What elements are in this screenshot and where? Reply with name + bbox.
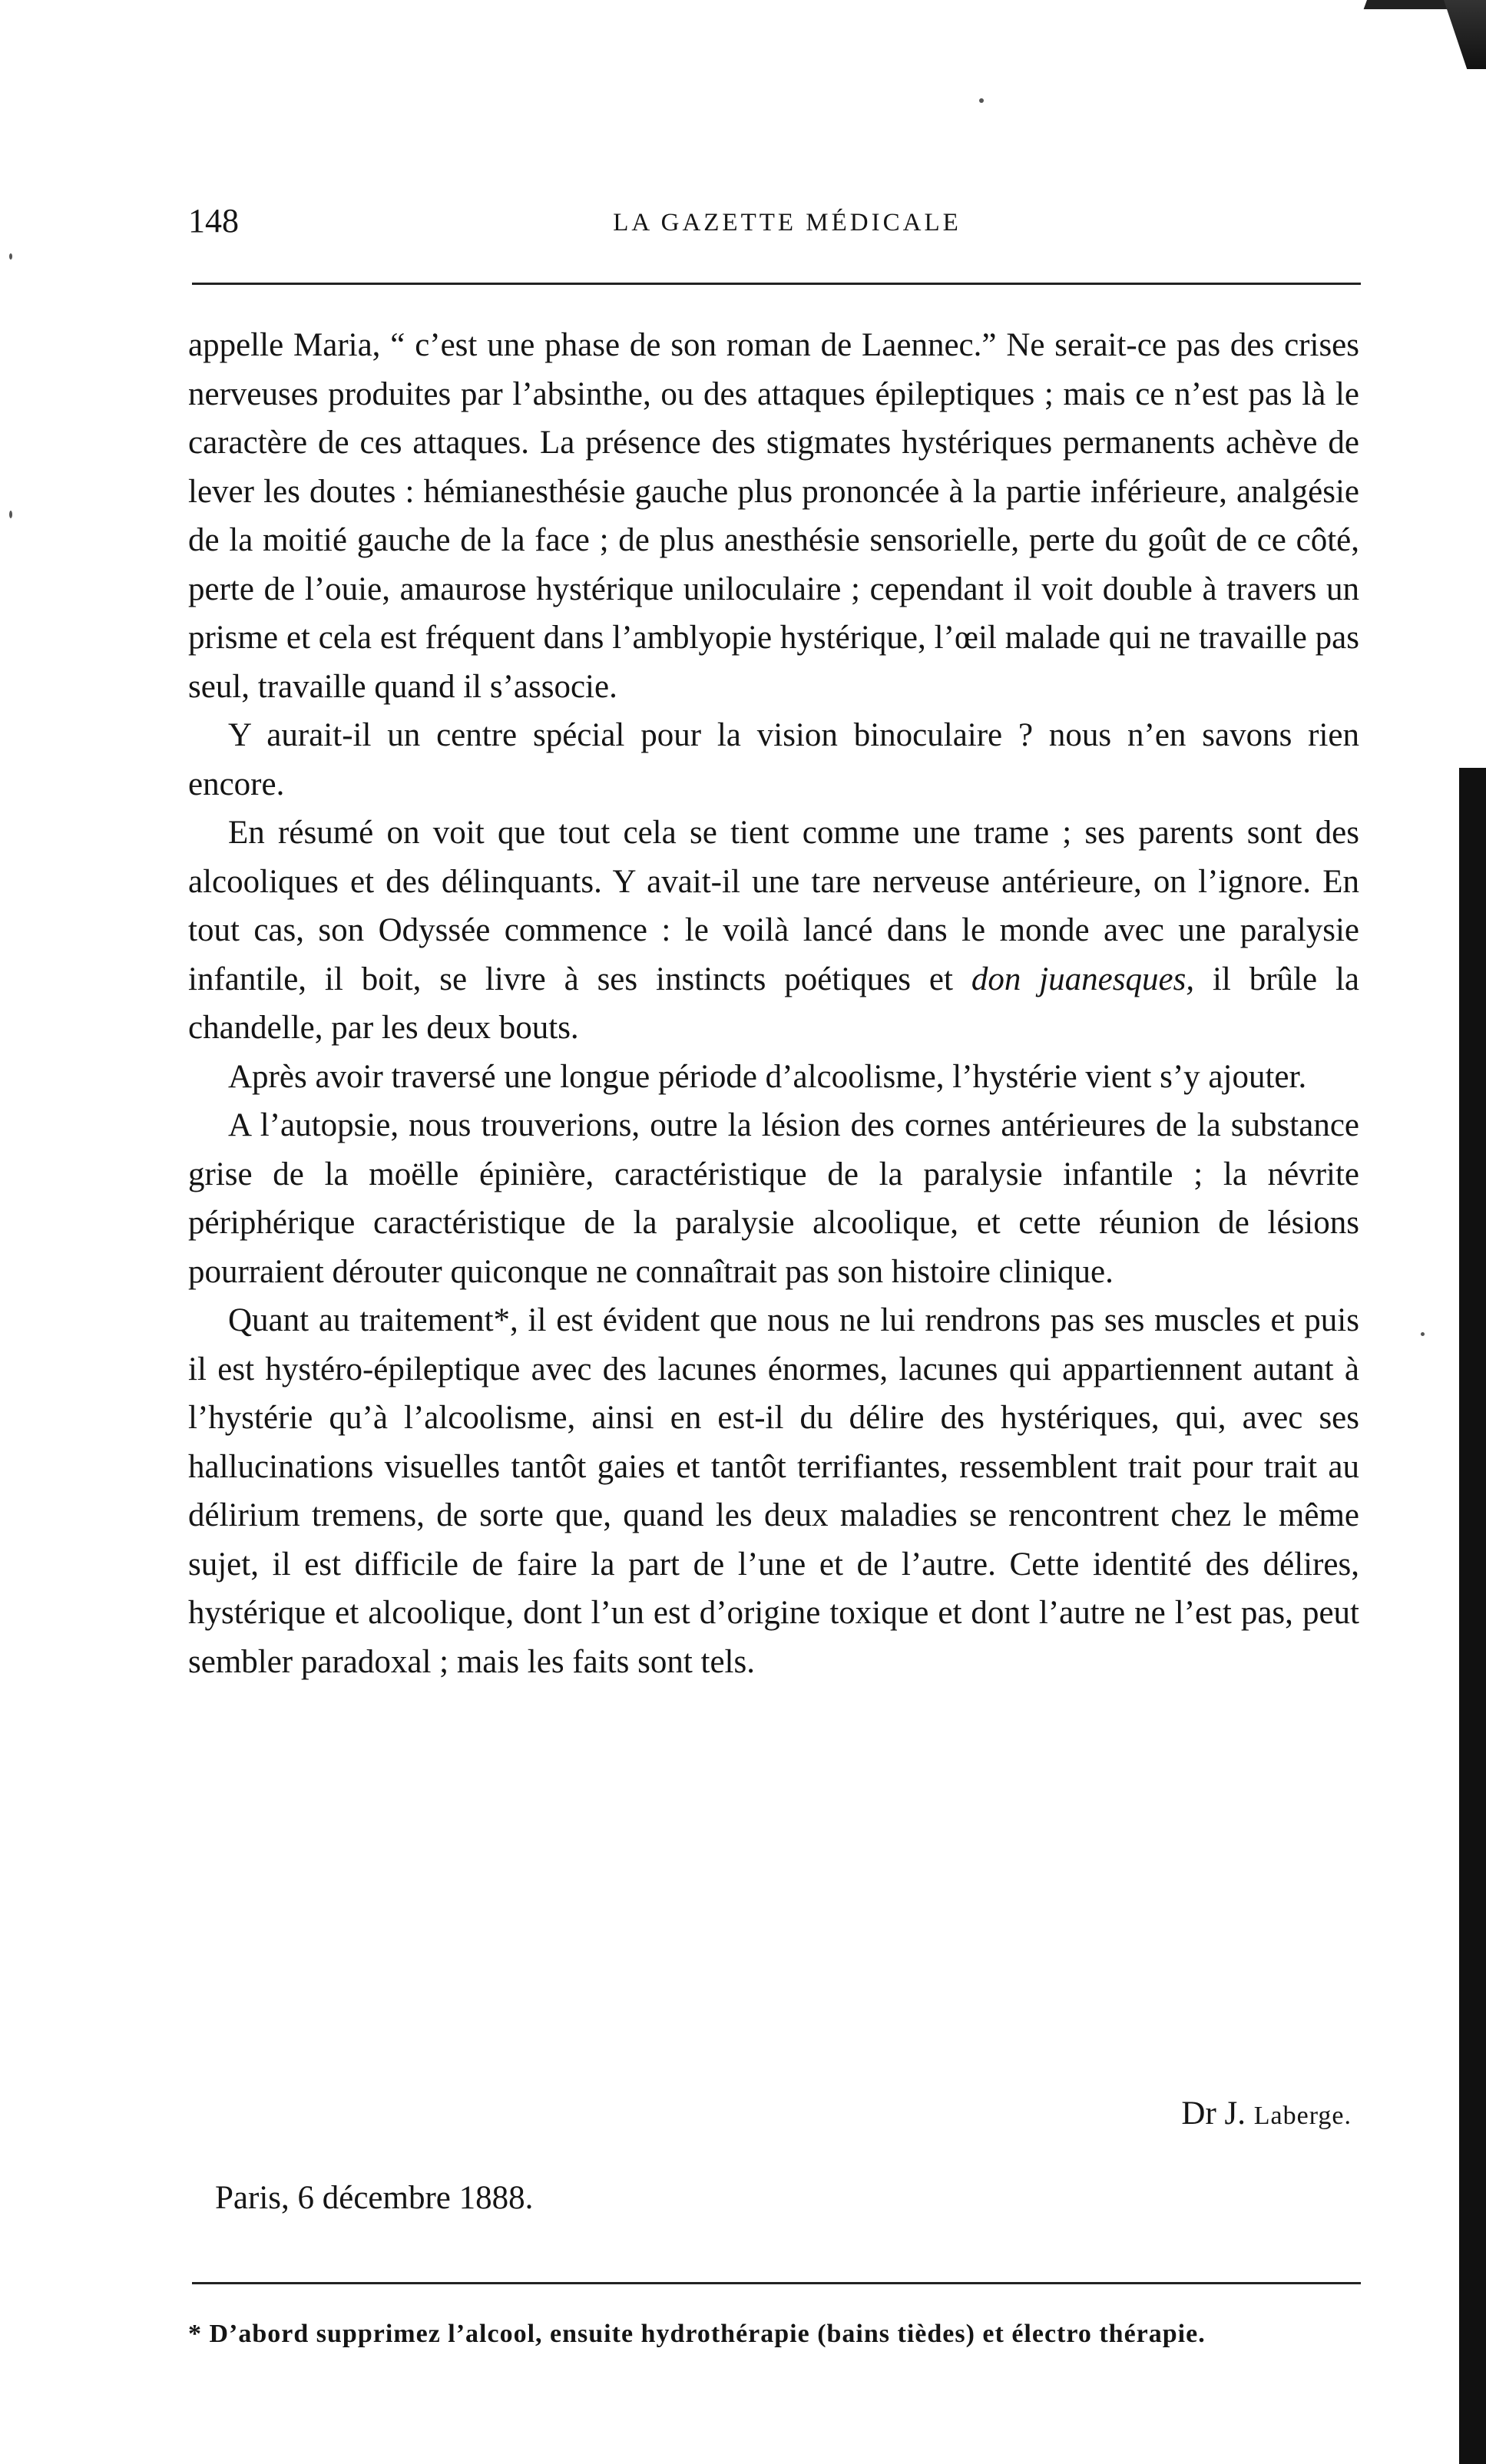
footnote-rule <box>192 2282 1361 2284</box>
paragraph: Quant au traitement*, il est évident que nous ne lui rendrons pas ses muscles et puis il est hystéro-épileptique avec des lacunes énormes, lacunes qui appartiennent autant à l’hystérie qu’à l’alcoolisme, ainsi en est-il du délire des hystériques, qui, avec ses hallucinations visuelles tantôt gaies et tantôt terrifiantes, ressemblent trait pour trait au délirium tremens, de sorte que, quand les deux maladies se rencontrent chez le même sujet, il est difficile de faire la part de l’une et de l’autre. Cette identité des délires, hystérique et alcoolique, dont l’un est d’origine toxique et dont l’autre ne l’est pas, peut sembler paradoxal ; mais les faits sont tels. <box>188 1302 1359 1680</box>
dateline: Paris, 6 décembre 1888. <box>215 2180 534 2216</box>
paragraph-text: En résumé on voit que tout cela se tient comme une trame ; ses parents sont des alcooliques et des délinquants. Y avait-il une tare nerveuse antérieure, on l’ignore. En tout cas, son Odyssée commence : le voilà lancé dans le monde avec une paralysie infantile, il boit, se livre à ses instincts poétiques et <box>188 815 1359 997</box>
paragraph: Après avoir traversé une longue période d’alcoolisme, l’hystérie vient s’y ajouter. <box>228 1058 1307 1095</box>
signature-prefix: Dr J. <box>1181 2095 1246 2132</box>
page-edge-shadow <box>1459 768 1486 2464</box>
header-rule <box>192 283 1361 285</box>
scan-speck <box>9 511 12 518</box>
paragraph <box>188 809 1359 1053</box>
paragraph: appelle Maria, “ c’est une phase de son roman de Laennec.” Ne serait-ce pas des crises nerveuses produites par l’absinthe, ou des attaques épileptiques ; mais ce n’est pas là le caractère de ces attaques. La présence des stigmates hystériques permanents achève de lever les doutes : hémianesthésie gauche plus prononcée à la partie inférieure, analgésie de la moitié gauche de la face ; de plus anesthésie sensorielle, perte du goût de ce côté, perte de l’ouie, amaurose hystérique uniloculaire ; cependant il voit double à travers un prisme et cela est fréquent dans l’amblyopie hystérique, l’œil malade qui ne travaille pas seul, travaille quand il s’associe. <box>188 327 1359 705</box>
scan-speck <box>9 253 12 260</box>
author-signature <box>845 2095 1352 2132</box>
page-header <box>188 201 1355 247</box>
italic-phrase: don juanesques, <box>971 961 1195 997</box>
page-corner-fold <box>1444 0 1486 69</box>
paragraph: Y aurait-il un centre spécial pour la vision binoculaire ? nous n’en savons rien encore. <box>188 717 1359 802</box>
paragraph: A l’autopsie, nous trouverions, outre la lésion des cornes antérieures de la substance grise de la moëlle épinière, caractéristique de la paralysie infantile ; la névrite périphérique caractéristique de la paralysie alcoolique, et cette réunion de lésions pourraient dérouter quiconque ne connaîtrait pas son histoire clinique. <box>188 1107 1359 1290</box>
scan-speck <box>979 98 984 103</box>
paragraph-text: il brûle la chandelle, par les deux bouts. <box>188 961 1360 1046</box>
scan-speck <box>1421 1332 1425 1336</box>
page-number: 148 <box>188 202 239 240</box>
running-title: LA GAZETTE MÉDICALE <box>613 209 961 236</box>
signature-name: Laberge. <box>1253 2102 1352 2130</box>
footnote: * D’abord supprimez l’alcool, ensuite hydrothérapie (bains tièdes) et électro thérapie. <box>188 2320 1206 2348</box>
article-body <box>188 321 1359 1686</box>
